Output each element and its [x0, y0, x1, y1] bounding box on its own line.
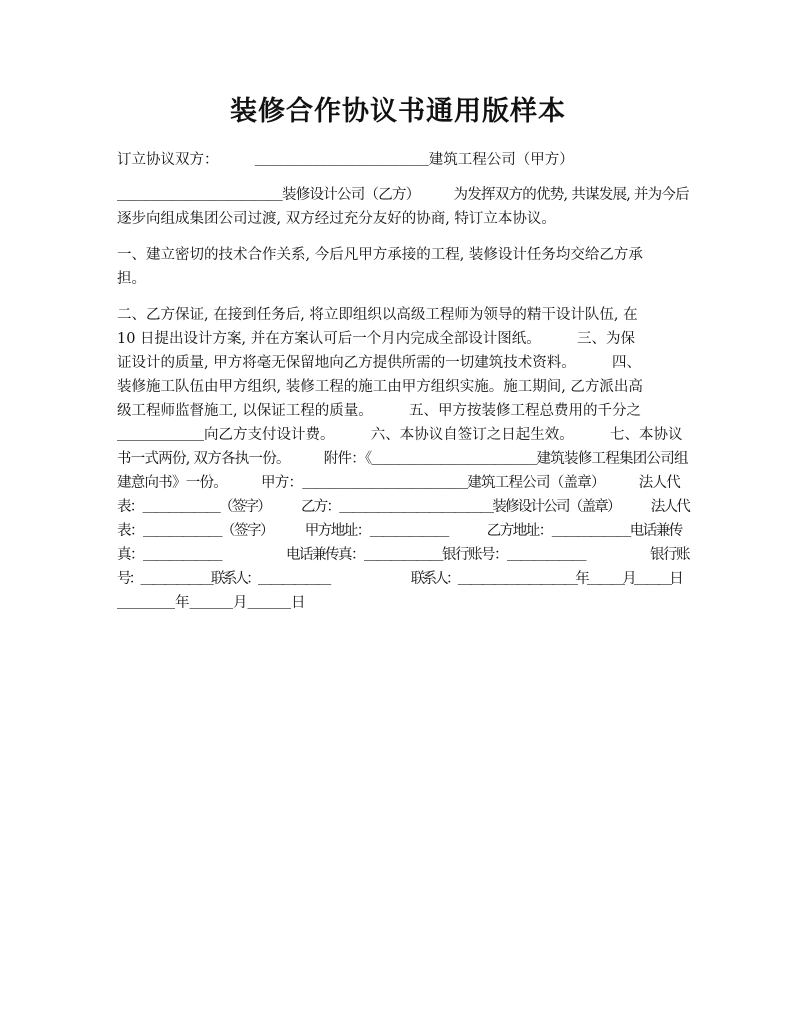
text-line: 担。 [117, 271, 146, 287]
text-line: 二、乙方保证, 在接到任务后, 将立即组织以高级工程师为领导的精干设计队伍, 在 [117, 307, 638, 323]
text-line: 表：＿＿＿＿＿＿（签字） 甲方地址：＿＿＿＿＿＿ 乙方地址：＿＿＿＿＿＿电话兼传 [117, 523, 682, 539]
document-title: 装修合作协议书通用版样本 [230, 96, 566, 127]
text-line: 逐步向组成集团公司过渡, 双方经过充分友好的协商, 特订立本协议。 [117, 211, 556, 227]
text-line: 装修施工队伍由甲方组织, 装修工程的施工由甲方组织实施。施工期间, 乙方派出高 [117, 379, 643, 395]
text-line: ＿＿＿＿＿＿＿＿＿＿＿＿装修设计公司（乙方） 为发挥双方的优势, 共谋发展, 并为今后 [117, 187, 689, 203]
text-line: 订立协议双方： ＿＿＿＿＿＿＿＿＿＿＿＿建筑工程公司（甲方） [117, 152, 574, 168]
text-line: 10 日提出设计方案, 并在方案认可后一个月内完成全部设计图纸。 三、为保 [117, 331, 636, 347]
text-line: 建意向书》一份。 甲方：＿＿＿＿＿＿＿＿＿＿＿＿建筑工程公司（盖章） 法人代 [117, 475, 680, 491]
text-line: 号：＿＿＿＿＿＿联系人：＿＿＿＿＿＿ 联系人：＿＿＿＿＿＿＿＿＿＿年＿＿＿月＿＿＿日 [117, 571, 681, 587]
text-line: 表：＿＿＿＿＿＿（签字） 乙方：＿＿＿＿＿＿＿＿＿＿＿＿装修设计公司（盖章） 法人代 [117, 499, 689, 515]
text-line: ＿＿＿＿年＿＿＿月＿＿＿日 [117, 595, 306, 611]
text-line: 一、建立密切的技术合作关系, 今后凡甲方承接的工程, 装修设计任务均交给乙方承 [117, 247, 643, 263]
text-line: 级工程师监督施工, 以保证工程的质量。 五、甲方按装修工程总费用的千分之 [117, 403, 641, 419]
text-line: ＿＿＿＿＿＿向乙方支付设计费。 六、本协议自签订之日起生效。 七、本协议 [117, 427, 683, 443]
text-line: 真：＿＿＿＿＿＿ 电话兼传真：＿＿＿＿＿＿银行账号：＿＿＿＿＿＿ 银行账 [117, 547, 689, 563]
text-line: 书一式两份, 双方各执一份。 附件：《＿＿＿＿＿＿＿＿＿＿＿＿建筑装修工程集团公司组 [117, 451, 688, 467]
text-line: 证设计的质量, 甲方将毫无保留地向乙方提供所需的一切建筑技术资料。 四、 [117, 355, 641, 371]
